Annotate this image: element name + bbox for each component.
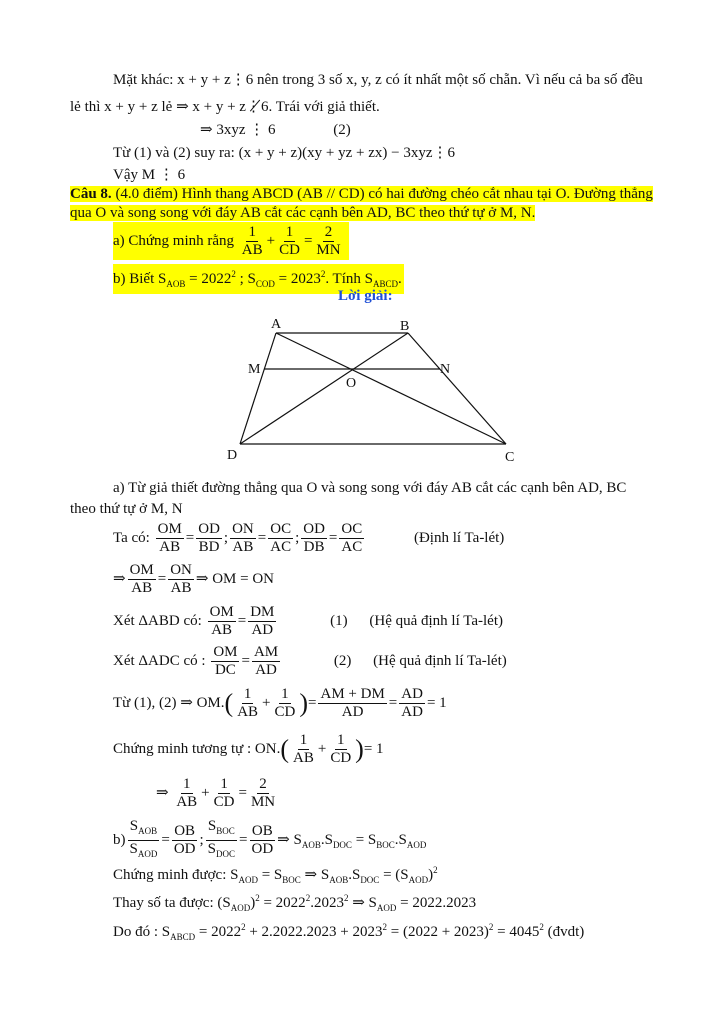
equation-tag: (2): [333, 122, 351, 138]
solution-title: Lời giải:: [338, 288, 393, 304]
math-line: ⇒ $\frac{1}{AB}$ + $\frac{1}{CD}$ = $\frac{2}{MN}$: [156, 776, 276, 811]
math: ⇒ x + y + z⋮̸6: [176, 99, 269, 115]
label-o: O: [346, 376, 357, 391]
segment-ac: [276, 333, 506, 444]
math-line: Thay số ta được: $(S_{AOD})^2 = 2022^2.2023^2$ ⇒ $S_{AOD} = 2022.2023$: [113, 893, 477, 913]
text: a) Chứng minh rằng: [113, 233, 235, 249]
math: ⇒ 3xyz ⋮ 6: [200, 122, 276, 138]
text-line: theo thứ tự ở M, N: [70, 501, 183, 517]
question-part-b: b) Biết $S_{AOB} = 2022^2$ ; $S_{COD} = 2023^2$. Tính $S_{ABCD}$.: [113, 264, 404, 294]
segment-bc: [408, 333, 506, 444]
text-line: a) Từ giả thiết đường thẳng qua O và song song với đáy AB cắt các cạnh bên AD, BC: [113, 480, 627, 496]
label-b: B: [400, 319, 410, 334]
question-text: qua O và song song với đáy AB cắt các cạnh bên AD, BC theo thứ tự ở M, N.: [70, 205, 536, 221]
label-d: D: [227, 448, 238, 463]
text: nên trong 3 số x, y, z có ít nhất một số chẵn. Vì nếu cả ba số đều: [256, 72, 643, 88]
fraction: $\frac{2}{MN}$: [316, 224, 341, 259]
fraction: $\frac{1}{CD}$: [279, 224, 300, 259]
text: Mặt khác:: [113, 72, 174, 88]
segment-bd: [240, 333, 408, 444]
math: x + y + z⋮6: [177, 72, 254, 88]
math-line: Ta có: $\frac{OM}{AB}$ = $\frac{OD}{BD}$ ; $\frac{ON}{AB}$ = $\frac{OC}{AC}$ ; $\frac{OD}{DB}$ = $\frac{OC}{AC}$ (Định lí Ta-lét): [113, 521, 505, 556]
math-line: Chứng minh tương tự : ON.( $\frac{1}{AB}$ + $\frac{1}{CD}$ )= 1: [113, 732, 384, 767]
math-line: Do đó : $S_{ABCD} = 2022^2 + 2.2022.2023 + 2023^2 = (2022 + 2023)^2 = 4045^2$ (đvdt): [113, 922, 585, 942]
math-line: Từ (1), (2) ⇒ OM.( $\frac{1}{AB}$ + $\frac{1}{CD}$ )= $\frac{AM + DM}{AD}$ = $\frac{AD}{AD}$ = 1: [113, 686, 447, 721]
math-line: Xét ΔABD có: $\frac{OM}{AB}$ = $\frac{DM}{AD}$ (1) (Hệ quả định lí Ta-lét): [113, 604, 504, 639]
fraction: $\frac{1}{AB}$: [241, 224, 263, 259]
text: Vậy M ⋮ 6: [113, 167, 186, 183]
label-a: A: [271, 317, 282, 332]
label-c: C: [505, 450, 515, 465]
question-number: Câu 8.: [70, 186, 112, 202]
text: lẻ thì x + y + z lẻ: [70, 99, 173, 115]
math-line: Chứng minh được: $S_{AOD} = S_{BOC}$ ⇒ $S_{AOB}.S_{DOC} = (S_{AOD})^2$: [113, 865, 438, 885]
math-line: ⇒ $\frac{OM}{AB}$ = $\frac{ON}{AB}$ ⇒ OM = ON: [113, 562, 275, 597]
math: (x + y + z)(xy + yz + zx) − 3xyz⋮6: [238, 145, 456, 161]
label-m: M: [248, 362, 261, 377]
question-text: (4.0 điểm) Hình thang ABCD (AB // CD) có hai đường chéo cắt nhau tại O. Đường thẳng: [111, 186, 653, 202]
math-line: Xét ΔADC có : $\frac{OM}{DC}$ = $\frac{AM}{AD}$ (2) (Hệ quả định lí Ta-lét): [113, 644, 507, 679]
math-line: b) $\frac{S_{AOB}}{S_{AOD}}$ = $\frac{OB}{OD}$ ; $\frac{S_{BOC}}{S_{DOC}}$ = $\frac{OB}{OD}$ ⇒ $S_{AOB}.S_{DOC} = S_{BOC}.S_{AOD}$: [113, 818, 427, 859]
question-part-a: a) Chứng minh rằng $\frac{1}{AB}$ + $\frac{1}{CD}$ = $\frac{2}{MN}$: [113, 222, 349, 260]
text: . Trái với giả thiết.: [268, 99, 380, 115]
text: Từ (1) và (2) suy ra:: [113, 145, 235, 161]
segment-ad: [240, 333, 276, 444]
label-n: N: [440, 362, 451, 377]
